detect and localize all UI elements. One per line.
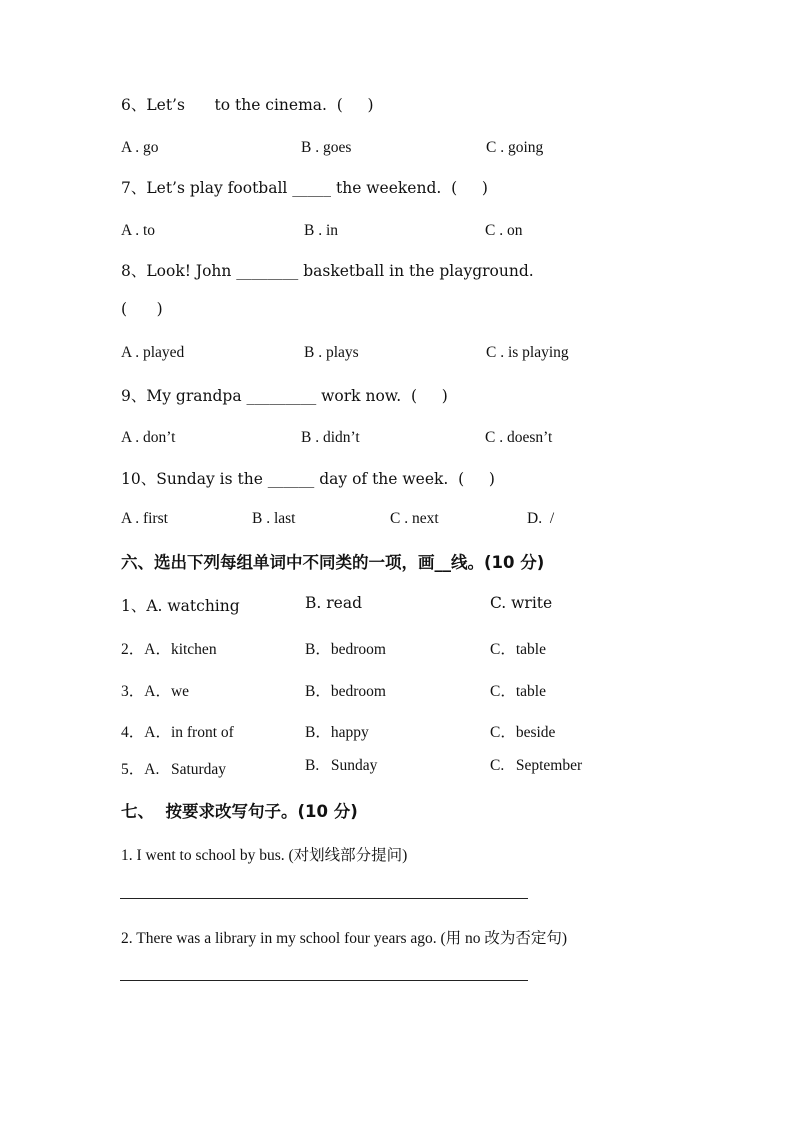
s6-row-2-c: C．table [490, 641, 546, 658]
s6-row-5-a: 5．A. Saturday [121, 761, 227, 778]
s6-row-1-c: C. write [490, 594, 553, 612]
s6-row-5-c: C. September [490, 757, 583, 774]
question-8-stem: 8、Look! John ________ basketball in the playground. [121, 262, 534, 280]
question-7-option-a: A . to [121, 222, 156, 239]
s6-row-3-a: 3．A．we [121, 683, 190, 700]
s6-row-1-a: 1、A. watching [121, 597, 240, 615]
section-7-heading: 七、 按要求改写句子。(10 分) [121, 802, 358, 821]
question-8-answer-paren: ( ) [121, 300, 163, 318]
question-10-option-c: C . next [390, 510, 439, 527]
answer-line-2[interactable] [120, 980, 528, 981]
answer-line-1[interactable] [120, 898, 528, 899]
question-6-option-c: C . going [486, 139, 544, 156]
question-9-option-a: A . don’t [121, 429, 176, 446]
section-6-heading: 六、选出下列每组单词中不同类的一项，画__线。(10 分) [121, 553, 545, 572]
question-6-option-a: A . go [121, 139, 159, 156]
s6-row-2-b: B．bedroom [305, 641, 386, 658]
question-8-option-c: C . is playing [486, 344, 569, 361]
rewrite-item-1: 1. I went to school by bus. (对划线部分提问) [121, 847, 408, 864]
s6-row-5-b: B. Sunday [305, 757, 378, 774]
question-9-option-b: B . didn’t [301, 429, 360, 446]
s6-row-2-a: 2．A．kitchen [121, 641, 217, 658]
question-8-option-b: B . plays [304, 344, 359, 361]
rewrite-item-2: 2. There was a library in my school four years ago. (用 no 改为否定句) [121, 930, 568, 947]
question-7-option-b: B . in [304, 222, 339, 239]
question-8-option-a: A . played [121, 344, 185, 361]
question-6-option-b: B . goes [301, 139, 352, 156]
question-9-option-c: C . doesn’t [485, 429, 553, 446]
question-9-stem: 9、My grandpa _________ work now. ( ) [121, 387, 448, 405]
question-7-stem: 7、Let’s play football _____ the weekend. ( ) [121, 179, 488, 197]
question-7-option-c: C . on [485, 222, 523, 239]
question-10-option-b: B . last [252, 510, 296, 527]
question-10-option-d: D. / [527, 510, 555, 527]
question-10-option-a: A . first [121, 510, 168, 527]
s6-row-3-b: B．bedroom [305, 683, 386, 700]
s6-row-4-b: B．happy [305, 724, 369, 741]
s6-row-4-c: C．beside [490, 724, 556, 741]
s6-row-1-b: B. read [305, 594, 362, 612]
s6-row-3-c: C．table [490, 683, 546, 700]
question-6-stem: 6、Let’s to the cinema. ( ) [121, 96, 374, 114]
question-10-stem: 10、Sunday is the ______ day of the week. ( ) [121, 470, 495, 488]
s6-row-4-a: 4．A．in front of [121, 724, 234, 741]
